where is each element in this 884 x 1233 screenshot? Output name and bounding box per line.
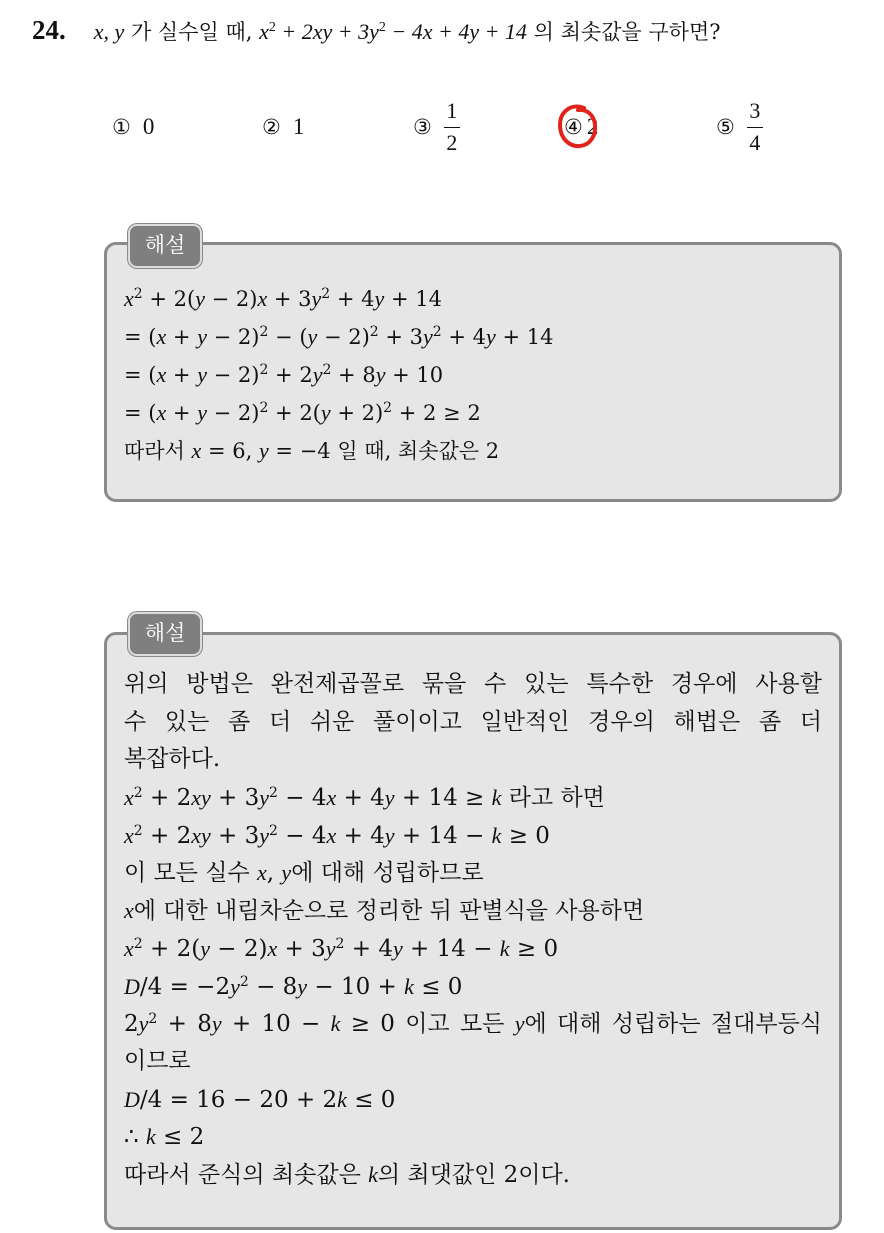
fraction-numerator: 3 xyxy=(749,97,761,123)
solution-1-line: $x^2 + 2(y - 2)x + 3y^2 + 4y + 14$ xyxy=(124,286,442,311)
choice-1[interactable] xyxy=(112,92,154,162)
choice-3[interactable] xyxy=(413,92,460,162)
solution-2-line: ∴ k ≤ 2 xyxy=(124,1124,205,1151)
solution-2-line: $x^2 + 2(y - 2)x + 3y^2 + 4y + 14 - k \ge 0$ xyxy=(124,935,559,962)
fraction-bar xyxy=(444,127,460,128)
question-variables: x, y xyxy=(93,19,125,44)
solution-2-line: $x^2 + 2xy + 3y^2 - 4x + 4y + 14 - k \ge 0$ xyxy=(124,822,550,849)
choice-value: 2 xyxy=(586,114,599,139)
solution-badge: 해설 xyxy=(128,224,202,268)
solution-2-line: $D/4 = -2y^2 - 8y - 10 + k \le 0$ xyxy=(124,973,463,1000)
choice-mark: ① xyxy=(112,115,131,139)
solution-2-line: 따라서 준식의 최솟값은 k의 최댓값인 2이다. xyxy=(124,1161,570,1188)
solution-1-line: = $(x + y - 2)^2 + 2(y + 2)^2 + 2 \ge 2$ xyxy=(124,400,481,425)
choice-fraction xyxy=(444,99,460,155)
choice-value: 0 xyxy=(142,114,155,139)
fraction-denominator: 2 xyxy=(446,130,458,156)
solution-badge: 해설 xyxy=(128,612,202,656)
solution-2-line: x에 대한 내림차순으로 정리한 뒤 판별식을 사용하면 xyxy=(124,898,645,925)
choice-5[interactable] xyxy=(716,92,763,162)
solution-2-line: D/4 = 16 − 20 + 2k ≤ 0 xyxy=(124,1086,396,1113)
solution-2-line: $2y^2 + 8y + 10 - k \ge 0$ 이고 모든 y에 대해 성립하는 절대부등식 xyxy=(124,1011,823,1038)
question-expression: $x^2 + 2xy + 3y^2 - 4x + 4y + 14$ xyxy=(259,19,527,44)
choice-4[interactable] xyxy=(564,92,598,162)
selected-answer-circle-icon xyxy=(554,101,600,153)
solution-2-line: $x^2 + 2xy + 3y^2 - 4x + 4y + 14 \ge k$ 라고 하면 xyxy=(124,785,605,812)
solution-1-line: = $(x + y - 2)^2 + 2y^2 + 8y + 10$ xyxy=(124,362,444,387)
choice-mark: ④ xyxy=(564,115,583,139)
fraction-denominator: 4 xyxy=(749,130,761,156)
solution-2-line: 복잡하다. xyxy=(124,746,221,773)
question-text-2: 의 최솟값을 구하면? xyxy=(526,20,721,44)
choice-mark: ⑤ xyxy=(716,115,735,139)
solution-2-line: 위의 방법은 완전제곱꼴로 묶을 수 있는 특수한 경우에 사용할 xyxy=(124,671,822,697)
choice-2[interactable] xyxy=(262,92,304,162)
solution-2-line: 이 모든 실수 x, y에 대해 성립하므로 xyxy=(124,860,484,887)
answer-choices xyxy=(0,92,884,162)
solution-1-line: = $(x + y - 2)^2 - (y - 2)^2 + 3y^2 + 4y + 14$ xyxy=(124,324,554,349)
choice-mark: ② xyxy=(262,115,281,139)
solution-2-content xyxy=(124,666,822,1194)
solution-1-line: 따라서 x = 6, y = −4 일 때, 최솟값은 2 xyxy=(124,438,500,463)
question-header xyxy=(32,10,721,53)
solution-2-line: 이므로 xyxy=(124,1047,191,1074)
solution-1-content xyxy=(124,280,553,470)
choice-value: 1 xyxy=(292,114,305,139)
choice-fraction xyxy=(747,99,763,155)
question-number: 24. xyxy=(32,15,66,45)
fraction-numerator: 1 xyxy=(446,97,458,123)
fraction-bar xyxy=(747,127,763,128)
solution-2-line: 수 있는 좀 더 쉬운 풀이이고 일반적인 경우의 해법은 좀 더 xyxy=(124,708,822,735)
choice-mark: ③ xyxy=(413,115,432,139)
question-text-1: 가 실수일 때, xyxy=(124,20,260,44)
